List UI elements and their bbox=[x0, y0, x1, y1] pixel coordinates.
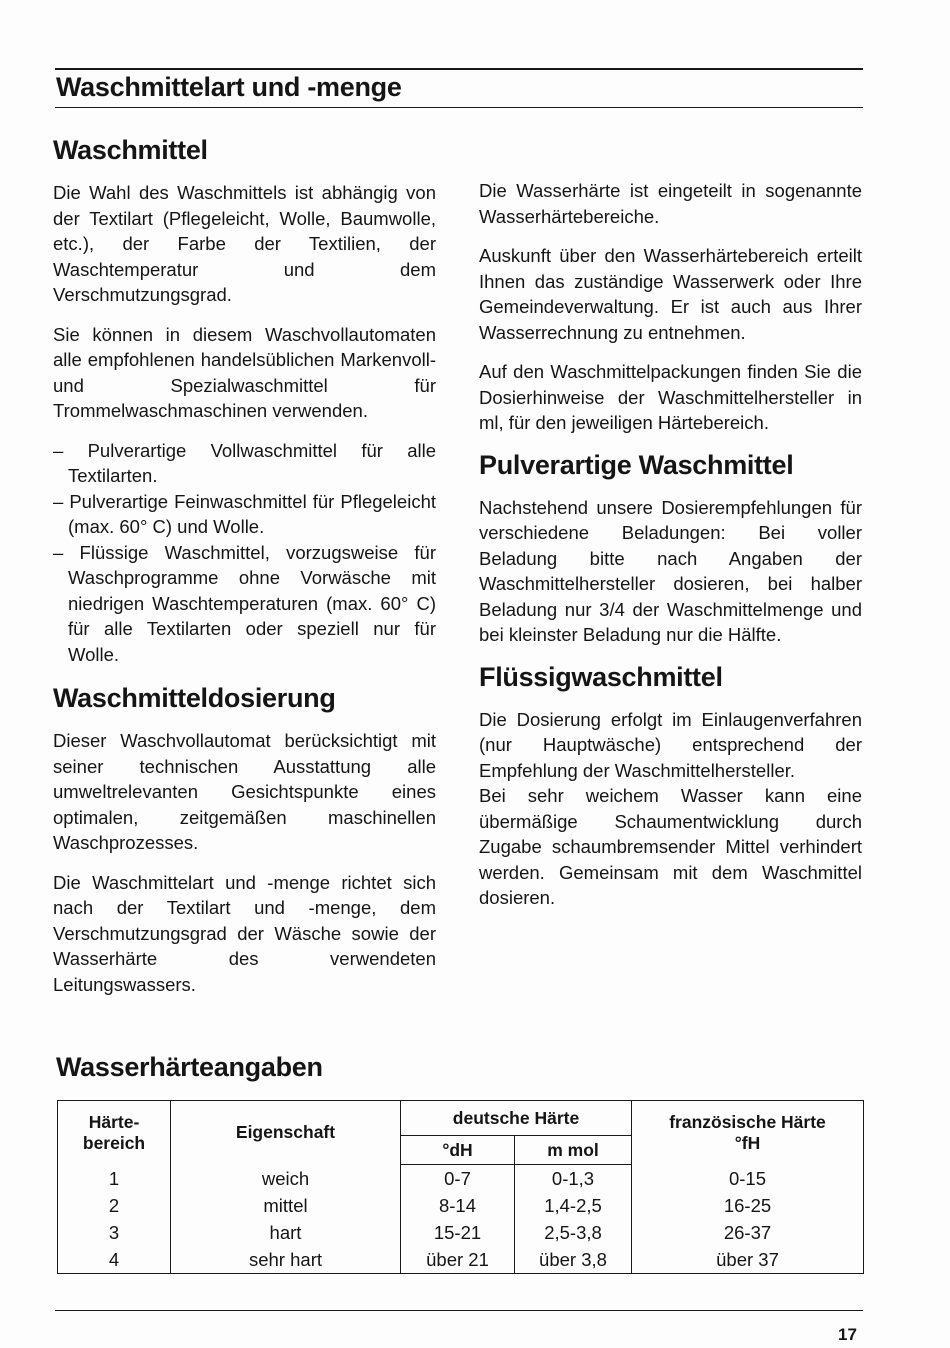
paragraph-dosierempfehlungen: Nachstehend unsere Dosierempfehlungen für verschiedene Beladungen: Bei voller Beladung bitte nach Angaben der Waschmittelhersteller dosieren, bei halber Beladung nur 3/4 der Waschmittelmenge und bei kleinster Beladung nur die Hälfte. bbox=[479, 496, 862, 645]
paragraph-ausstattung: Dieser Waschvollautomat berücksichtigt mit seiner technischen Ausstattung alle umweltrelevanten Gesichtspunkte eines optimalen, zeitgemäßen maschinellen Waschprozesses. bbox=[53, 730, 436, 853]
table-row bbox=[58, 1219, 864, 1246]
paragraph-auskunft: Auskunft über den Wasserhärtebereich erteilt Ihnen das zuständige Wasserwerk oder Ihre Gemeindeverwaltung. Er ist auch aus Ihrer Wasserrechnung zu entnehmen. bbox=[479, 245, 862, 343]
header-franzoesische-label: französische Härte bbox=[669, 1111, 826, 1132]
paragraph-markenwaschmittel: Sie können in diesem Waschvollautomaten alle empfohlenen handelsüblichen Markenvoll- und Spezialwaschmittel für Trommelwaschmaschinen verwenden. bbox=[53, 323, 436, 421]
list-item: – Pulverartige Feinwaschmittel für Pflegeleicht (max. 60° C) und Wolle. bbox=[53, 489, 436, 540]
cell-dh: 0-7 bbox=[401, 1165, 515, 1193]
cell-eigenschaft: weich bbox=[171, 1165, 401, 1193]
cell-fh: 0-15 bbox=[632, 1165, 864, 1193]
left-column bbox=[53, 135, 436, 1011]
paragraph-dosierhinweise: Auf den Waschmittelpackungen finden Sie die Dosierhinweise der Waschmittelhersteller in ml, für den jeweiligen Härtebereich. bbox=[479, 361, 862, 433]
cell-eigenschaft: hart bbox=[171, 1219, 401, 1246]
heading-dosierung: Waschmitteldosierung bbox=[53, 683, 336, 713]
page-number: 17 bbox=[838, 1325, 857, 1344]
list-item: – Flüssige Waschmittel, vorzugsweise für Waschprogramme ohne Vorwäsche mit niedrigen Waschtemperaturen (max. 60° C) für alle Textilarten oder speziell nur für Wolle. bbox=[53, 540, 436, 668]
table-row bbox=[58, 1246, 864, 1274]
cell-fh: über 37 bbox=[632, 1246, 864, 1274]
paragraph-schaum: Bei sehr weichem Wasser kann eine übermäßige Schaumentwicklung durch Zugabe schaumbremsender Mittel verhindert werden. Gemeinsam mit dem Waschmittel dosieren. bbox=[479, 785, 862, 908]
table-row bbox=[58, 1165, 864, 1193]
header-haertebereich: Härte-bereich bbox=[58, 1101, 171, 1165]
table-title: Wasserhärteangaben bbox=[56, 1052, 323, 1082]
cell-fh: 16-25 bbox=[632, 1192, 864, 1219]
cell-bereich: 1 bbox=[58, 1165, 171, 1193]
paragraph-menge: Die Waschmittelart und -menge richtet sich nach der Textilart und -menge, dem Verschmutzungsgrad der Wäsche sowie der Wasserhärte des verwendeten Leitungswassers. bbox=[53, 871, 436, 995]
header-eigenschaft: Eigenschaft bbox=[171, 1101, 401, 1165]
cell-dh: 8-14 bbox=[401, 1192, 515, 1219]
right-column bbox=[479, 178, 862, 925]
waschmittel-list bbox=[53, 438, 436, 668]
title-rule bbox=[55, 107, 863, 108]
header-dh: °dH bbox=[401, 1136, 515, 1165]
heading-waschmittel: Waschmittel bbox=[53, 135, 208, 165]
bottom-rule bbox=[55, 1310, 863, 1311]
top-rule bbox=[55, 68, 863, 70]
cell-mmol: 1,4-2,5 bbox=[515, 1192, 632, 1219]
cell-mmol: 0-1,3 bbox=[515, 1165, 632, 1193]
cell-bereich: 3 bbox=[58, 1219, 171, 1246]
heading-fluessig: Flüssigwaschmittel bbox=[479, 661, 723, 692]
cell-eigenschaft: sehr hart bbox=[171, 1246, 401, 1274]
cell-dh: über 21 bbox=[401, 1246, 515, 1274]
cell-mmol: 2,5-3,8 bbox=[515, 1219, 632, 1246]
header-mmol: m mol bbox=[515, 1136, 632, 1165]
page-title: Waschmittelart und -menge bbox=[56, 72, 402, 102]
paragraph-wahl: Die Wahl des Waschmittels ist abhängig von der Textilart (Pflegeleicht, Wolle, Baumwolle, etc.), der Farbe der Textilien, der Waschtemperatur und dem Verschmutzungsgrad. bbox=[53, 182, 436, 305]
header-fh: °fH bbox=[734, 1132, 761, 1153]
header-deutsche-haerte: deutsche Härte bbox=[401, 1101, 632, 1136]
header-franzoesische-haerte bbox=[632, 1101, 864, 1165]
cell-dh: 15-21 bbox=[401, 1219, 515, 1246]
paragraph-einlaugenverfahren: Die Dosierung erfolgt im Einlaugenverfahren (nur Hauptwäsche) entsprechend der Empfehlung der Waschmittelhersteller. bbox=[479, 708, 862, 781]
cell-bereich: 2 bbox=[58, 1192, 171, 1219]
cell-fh: 26-37 bbox=[632, 1219, 864, 1246]
cell-mmol: über 3,8 bbox=[515, 1246, 632, 1274]
heading-pulverartige: Pulverartige Waschmittel bbox=[479, 449, 794, 480]
paragraph-wasserhaerte: Die Wasserhärte ist eingeteilt in sogenannte Wasserhärtebereiche. bbox=[479, 180, 862, 227]
list-item: – Pulverartige Vollwaschmittel für alle Textilarten. bbox=[53, 438, 436, 489]
cell-eigenschaft: mittel bbox=[171, 1192, 401, 1219]
cell-bereich: 4 bbox=[58, 1246, 171, 1274]
table-row bbox=[58, 1192, 864, 1219]
wasserhaerte-table bbox=[57, 1100, 864, 1274]
